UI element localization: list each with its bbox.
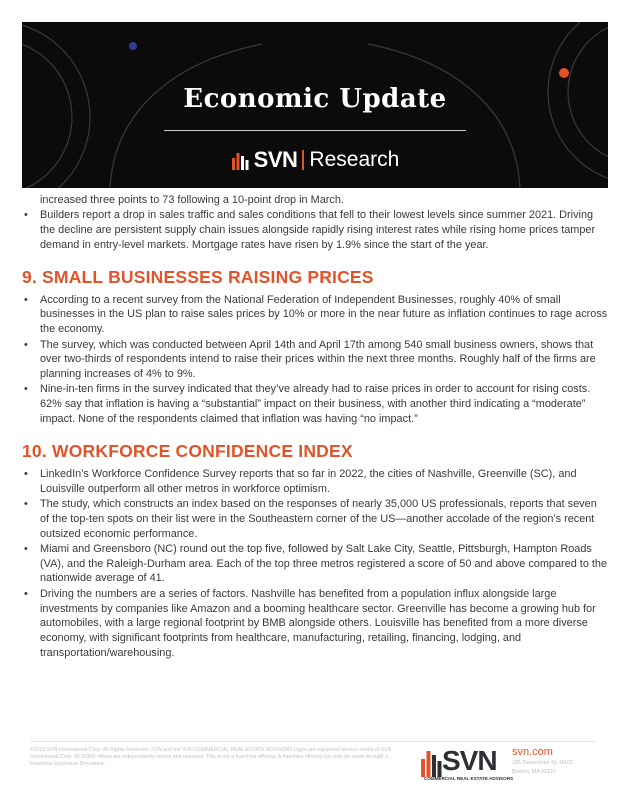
orange-dot xyxy=(559,68,569,78)
address-line-1: 185 Devonshire St, M102 xyxy=(512,760,573,766)
list-item: • The survey, which was conducted between April 14th and April 17th among 540 small business owners, shows that over two-thirds of respondents intend to raise their prices within the next three months. Roughly half of the firms are planning increases of 4% to 9%. xyxy=(22,338,608,382)
footer-svn-logo[interactable] xyxy=(420,745,514,785)
list-item: increased three points to 73 following a 10-point drop in March. xyxy=(40,194,344,206)
list-item: • Driving the numbers are a series of factors. Nashville has benefited from a population influx alongside large investments by companies like Amazon and a booming healthcare sector. Greenville has become a growing hub for automobiles, with a large regional footprint by BMB alongside others. Louisville has benefited from a more diverse economy, with significant footprints from healthcare, manufacturing, retailing, financing, lodging, and transportation/warehousing. xyxy=(22,587,608,661)
svn-research-logo xyxy=(22,145,608,175)
svn-mark-icon xyxy=(231,150,251,170)
page-title: Economic Update xyxy=(183,84,447,114)
footer-legal-text: ©2022 SVN International Corp. All Rights Reserved. SVN and the SVN COMMERCIAL REAL ESTATE ADVISORS logos are registered service marks of SVN International Corp. All SVN® offices are independently owned and operated. This is not a franchise offering. A franchise offering can only be made through a Franchise Disclosure Document. xyxy=(30,747,392,768)
brand-subtitle: Research xyxy=(309,148,400,171)
workforce-bullet-list xyxy=(22,467,608,661)
list-item: • Builders report a drop in sales traffic and sales conditions that fell to their lowest levels since summer 2021. Driving the decline are persistent supply chain issues alongside rapidly rising interest rates while rising home prices tamper demand in entry-level markets. Mortgage rates have risen by 1.9% since the start of the year. xyxy=(22,208,608,252)
footer-divider xyxy=(30,741,595,742)
list-item: • The study, which constructs an index based on the responses of nearly 35,000 US professionals, reports that seven of the top-ten spots on their list were in the Southeastern corner of the US—another accolade of the region’s recent outsized economic performance. xyxy=(22,497,608,541)
list-item: • According to a recent survey from the National Federation of Independent Businesses, roughly 40% of small businesses in the US plan to raise sales prices by 10% or more in the near future as inflation continues to rage across the economy. xyxy=(22,293,608,337)
section-heading-workforce-confidence: 10. WORKFORCE CONFIDENCE INDEX xyxy=(22,440,353,461)
blue-dot xyxy=(129,42,137,50)
footer-contact xyxy=(512,746,573,777)
article-body xyxy=(22,193,608,661)
brand-name: SVN xyxy=(253,147,298,172)
small-businesses-bullet-list xyxy=(22,293,608,427)
list-item: • Miami and Greensboro (NC) round out the top five, followed by Salt Lake City, Seattle, Pittsburgh, Hampton Roads (VA), and the Raleigh-Durham area. Each of the top three metros registered a score of 50 and above compared to the nationwide average of 41. xyxy=(22,542,608,586)
title-divider xyxy=(164,130,466,131)
address-line-2: Boston, MA 02110 xyxy=(512,769,556,775)
list-item: • LinkedIn’s Workforce Confidence Survey reports that so far in 2022, the cities of Nashville, Greenville (SC), and Louisville outperform all other metros in workforce optimism. xyxy=(22,467,608,497)
section-heading-small-businesses: 9. SMALL BUSINESSES RAISING PRICES xyxy=(22,266,374,287)
footer-brand-name: SVN xyxy=(442,745,497,776)
list-item: • Nine-in-ten firms in the survey indicated that they’ve already had to raise prices in order to account for rising costs. 62% say that inflation is having a “substantial” impact on their business, with another third indicating a “moderate” impact. None of the respondents claimed that inflation was having “no impact.” xyxy=(22,382,608,426)
svn-mark-icon xyxy=(420,747,442,777)
logo-separator xyxy=(302,150,304,170)
footer-brand-tagline: COMMERCIAL REAL ESTATE ADVISORS xyxy=(424,776,514,781)
header-banner xyxy=(22,22,608,188)
intro-bullet-list xyxy=(22,193,608,253)
website-link[interactable]: svn.com xyxy=(512,746,553,758)
